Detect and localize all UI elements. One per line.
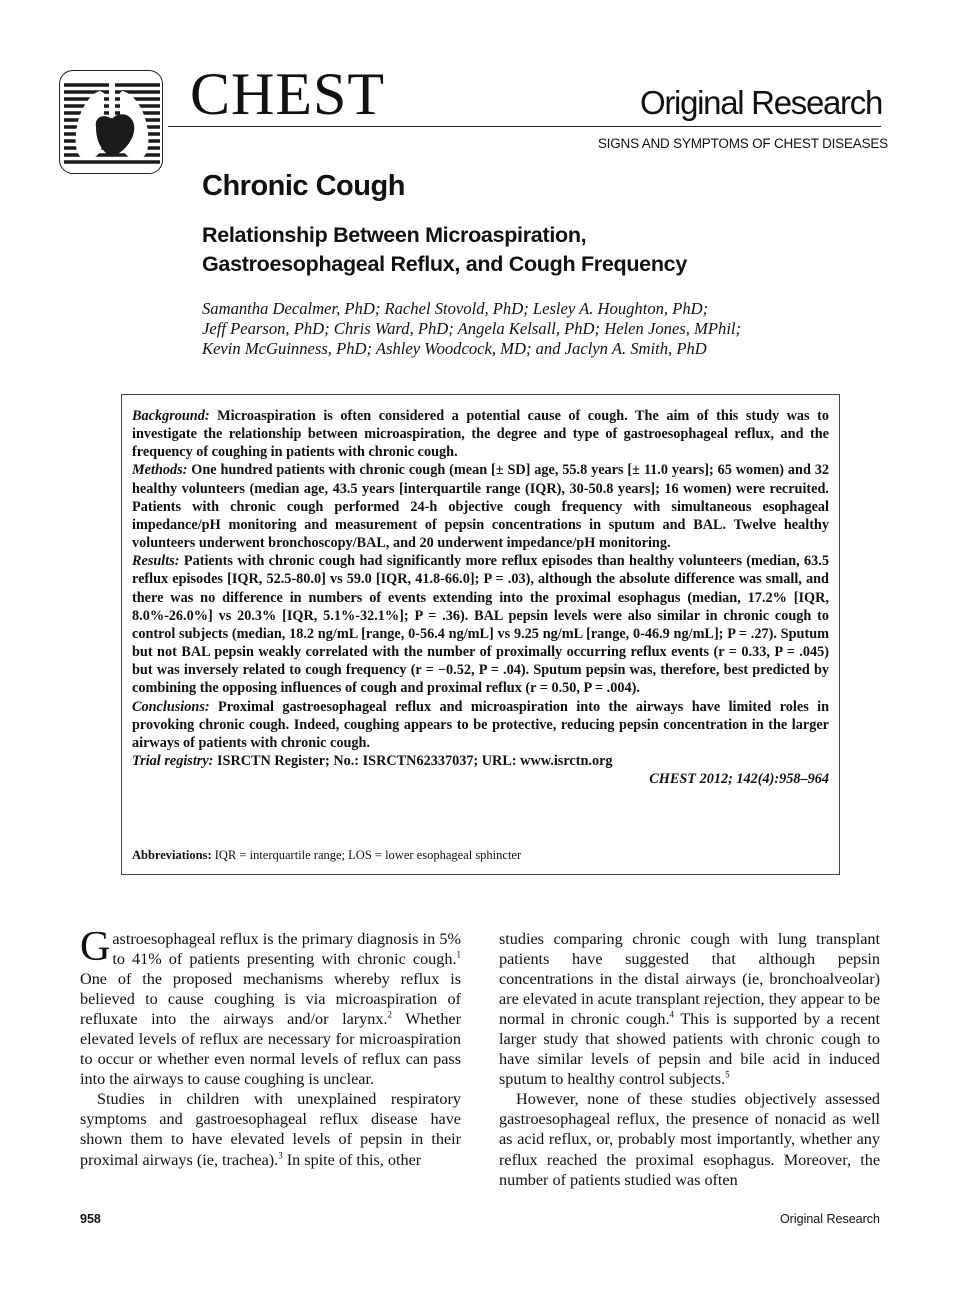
body-paragraph (499, 929, 880, 1089)
abbreviations-label: Abbreviations: (132, 848, 212, 862)
reference-link[interactable]: 1 (456, 949, 461, 960)
abstract-body (132, 407, 829, 788)
subtitle-line: Relationship Between Microaspiration, (202, 223, 587, 247)
body-text: However, none of these studies objectively assessed gastroesophageal reflux, the presence of nonacid as well as acid reflux, or, probably most importantly, whether any reflux reached the proximal esophagus. Moreover, the number of patients studied was often (499, 1090, 880, 1189)
abstract-trial-text: ISRCTN Register; No.: ISRCTN62337037; URL: www.isrctn.org (216, 752, 613, 769)
abstract-box (121, 394, 840, 875)
body-text: In spite of this, other (282, 1150, 422, 1169)
page-number: 958 (80, 1212, 101, 1226)
abstract-trial-label: Trial registry: (132, 752, 214, 769)
abstract-conclusions-label: Conclusions: (132, 698, 210, 715)
body-text: astroesophageal reflux is the primary diagnosis in 5% to 41% of patients presenting with chronic cough. (112, 930, 461, 969)
author-line: Kevin McGuinness, PhD; Ashley Woodcock, MD; and Jaclyn A. Smith, PhD (202, 339, 707, 358)
chest-logo (59, 70, 163, 174)
abstract-results-text: Patients with chronic cough had significantly more reflux episodes than healthy volunteers (median, 63.5 reflux episodes [IQR, 52.5-80.0] vs 59.0 [IQR, 41.8-66.0]; P = .03), although the absolute difference was small, and there was no difference in numbers of events extending into the proximal esophagus (median, 17.2% [IQR, 8.0%-26.0%] vs 20.3% [IQR, 5.1%-32.1%]; P = .36). BAL pepsin levels were also similar in chronic cough to control subjects (median, 18.2 ng/mL [range, 0-56.4 ng/mL] vs 9.25 ng/mL [range, 0-46.9 ng/mL]; P = .27). Sputum but not BAL pepsin weakly correlated with the number of proximally occurring reflux events (r = 0.33, P = .045) but was inversely related to cough frequency (r = −0.52, P = .04). Sputum pepsin was, therefore, best predicted by combining the opposing influences of cough and proximal reflux (r = 0.50, P = .004). (132, 553, 829, 697)
abstract-methods-label: Methods: (132, 462, 188, 479)
author-line: Samantha Decalmer, PhD; Rachel Stovold, PhD; Lesley A. Houghton, PhD; (202, 299, 709, 318)
lungs-heart-logo-icon (60, 71, 163, 174)
author-list (202, 299, 741, 359)
abstract-background-label: Background: (132, 408, 210, 424)
body-paragraph (499, 1089, 880, 1189)
section-label: Original Research (639, 84, 882, 121)
body-paragraph (80, 1089, 461, 1169)
abbreviations-text: IQR = interquartile range; LOS = lower esophageal sphincter (214, 848, 522, 862)
article-citation: CHEST 2012; 142(4):958–964 (649, 771, 829, 788)
body-text: Whether elevated levels of reflux are necessary for microaspiration to occur or whether even normal levels of reflux can pass into the airways to cause coughing is unclear. (80, 1010, 461, 1089)
header-rule (168, 126, 881, 127)
author-line: Jeff Pearson, PhD; Chris Ward, PhD; Angela Kelsall, PhD; Helen Jones, MPhil; (202, 319, 742, 338)
subtitle-line: Gastroesophageal Reflux, and Cough Frequency (202, 252, 687, 276)
journal-masthead: CHEST (190, 61, 386, 127)
reference-link[interactable]: 3 (278, 1150, 283, 1161)
reference-link[interactable]: 2 (387, 1009, 392, 1020)
abstract-methods-text: One hundred patients with chronic cough (mean [± SD] age, 55.8 years [± 11.0 years]; 65 women) and 32 healthy volunteers (median age, 43.5 years [interquartile range (IQR), 30-50.8 years]; 16 women) were recruited. Patients with chronic cough performed 24-h objective cough frequency with simultaneous esophageal impedance/pH monitoring and measurement of pepsin concentrations in sputum and BAL. Twelve healthy volunteers underwent bronchoscopy/BAL, and 20 underwent impedance/pH monitoring. (132, 462, 830, 552)
running-footer: Original Research (779, 1212, 880, 1226)
drop-cap: G (80, 924, 111, 970)
body-text: studies comparing chronic cough with lung transplant patients have suggested that although pepsin concentrations in the distal airways (ie, bronchoalveolar) are elevated in acute transplant rejection, they appear to be normal in chronic cough. (499, 930, 880, 1029)
article-subtitle (202, 221, 687, 279)
abstract-results-label: Results: (132, 553, 180, 570)
category-label: SIGNS AND SYMPTOMS OF CHEST DISEASES (597, 136, 888, 151)
abstract-conclusions-text: Proximal gastroesophageal reflux and microaspiration into the airways have limited roles in provoking chronic cough. Indeed, coughing appears to be protective, reducing pepsin concentration in the larger airways of patients with chronic cough. (132, 698, 830, 751)
body-column-right (499, 929, 880, 1190)
abstract-background-text: Microaspiration is often considered a potential cause of cough. The aim of this study was to investigate the relationship between microaspiration, the degree and type of gastroesophageal reflux, and the frequency of coughing in patients with chronic cough. (132, 408, 829, 461)
body-paragraph (80, 924, 461, 1089)
reference-link[interactable]: 4 (669, 1009, 675, 1020)
body-text: Studies in children with unexplained respiratory symptoms and gastroesophageal reflux disease have shown them to have elevated levels of pepsin in their proximal airways (ie, trachea). (80, 1090, 461, 1169)
abbreviations (132, 848, 521, 863)
body-text: This is supported by a recent larger study that showed patients with chronic cough to have similar levels of pepsin and bile acid in induced sputum to healthy control subjects. (499, 1010, 880, 1089)
body-column-left (80, 924, 461, 1170)
body-text: One of the proposed mechanisms whereby reflux is believed to cause coughing is via microaspiration of refluxate into the airways and/or larynx. (80, 970, 461, 1029)
article-title: Chronic Cough (202, 170, 405, 202)
reference-link[interactable]: 5 (725, 1069, 730, 1080)
